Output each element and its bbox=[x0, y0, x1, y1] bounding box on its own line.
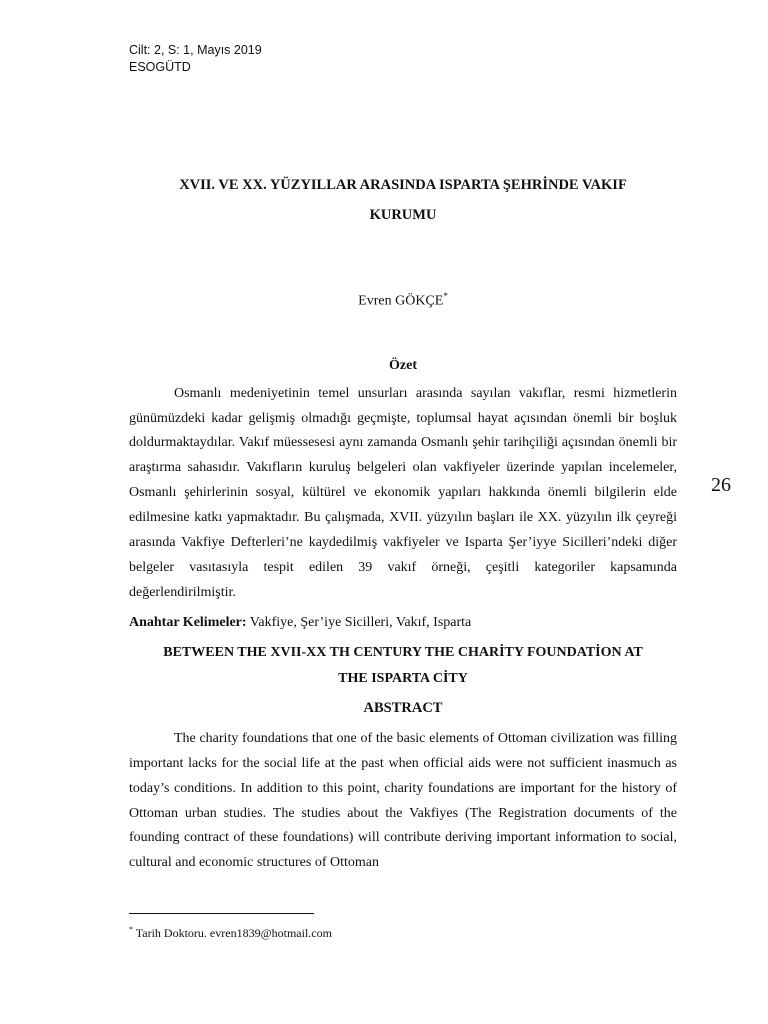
abstract-paragraph: The charity foundations that one of the basic elements of Ottoman civilization was filling important lacks for the social life at the past when official aids were not sufficient inasmuch as today’s conditions. In addition to this point, charity foundations are important for the history of Ottoman urban studies. The studies about the Vakfiyes (The Registration documents of the founding contract of these foundations) will contribute deriving important information to social, cultural and economic structures of Ottoman bbox=[129, 730, 677, 871]
footnote-marker: * bbox=[129, 925, 133, 934]
journal-abbreviation: ESOGÜTD bbox=[129, 60, 191, 74]
article-body bbox=[129, 170, 677, 876]
keywords-label: Anahtar Kelimeler: bbox=[129, 614, 247, 630]
author-footnote-marker: * bbox=[443, 291, 448, 301]
article-title-line-1: XVII. VE XX. YÜZYILLAR ARASINDA ISPARTA ŞEHRİNDE VAKIF bbox=[179, 177, 627, 193]
footnote-text: Tarih Doktoru. evren1839@hotmail.com bbox=[133, 926, 332, 940]
keywords-line bbox=[129, 612, 677, 634]
page-number: 26 bbox=[711, 474, 731, 496]
article-title-english bbox=[129, 640, 677, 692]
author-name: Evren GÖKÇE bbox=[358, 293, 444, 309]
article-title-line-2: KURUMU bbox=[369, 207, 437, 223]
keywords-value: Vakfiye, Şer’iye Sicilleri, Vakıf, Isparta bbox=[249, 614, 472, 630]
ozet-paragraph: Osmanlı medeniyetinin temel unsurları arasında sayılan vakıflar, resmi hizmetlerin günümüzdeki kadar gelişmiş olmadığı geçmişte, toplumsal hayat açısından önemli bir boşluk doldurmaktaydılar. Vakıf müessesesi aynı zamanda Osmanlı şehir tarihçiliği açısından önemli bir araştırma sahasıdır. Vakıfların kuruluş belgeleri olan vakfiyeler üzerinde yapılan incelemeler, Osmanlı şehirlerinin sosyal, kültürel ve ekonomik yapıları hakkında önemli bilgilerin elde edilmesine katkı yapmaktadır. Bu çalışmada, XVII. yüzyılın başları ile XX. yüzyılın ilk çeyreği arasında Vakfiye Defterleri’ne kaydedilmiş vakfiyeler ve Isparta Şer’iyye Sicilleri’ndeki diğer belgeler vasıtasıyla tespit edilen 39 vakıf örneği, çeşitli kategoriler kapsamında değerlendirilmiştir. bbox=[129, 385, 677, 600]
english-title-line-1: BETWEEN THE XVII-XX TH CENTURY THE CHARİTY FOUNDATİON AT bbox=[163, 644, 643, 660]
english-title-line-2: THE ISPARTA CİTY bbox=[338, 670, 468, 686]
footnote bbox=[129, 922, 332, 941]
ozet-heading: Özet bbox=[389, 357, 417, 373]
journal-header bbox=[129, 42, 262, 76]
abstract-heading: ABSTRACT bbox=[363, 699, 443, 716]
footnote-separator bbox=[129, 913, 314, 914]
volume-issue-line: Cilt: 2, S: 1, Mayıs 2019 bbox=[129, 43, 262, 57]
article-title-turkish bbox=[129, 170, 677, 230]
author-line bbox=[129, 286, 677, 312]
